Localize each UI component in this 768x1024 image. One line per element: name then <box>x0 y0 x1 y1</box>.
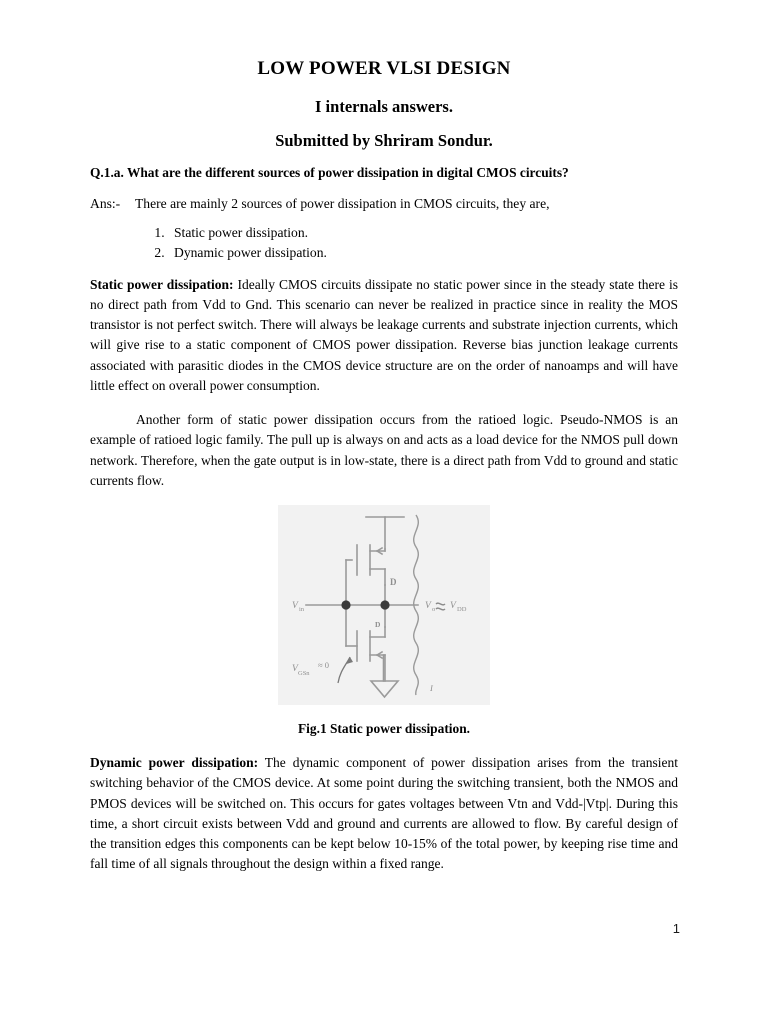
circuit-labels <box>292 577 467 693</box>
page-title: LOW POWER VLSI DESIGN <box>257 58 511 79</box>
nmos-drain-label: D <box>375 620 381 630</box>
dynamic-power-heading: Dynamic power dissipation: <box>90 755 259 771</box>
input-node-dot <box>341 600 350 609</box>
static-power-paragraph <box>90 275 678 397</box>
dynamic-power-text: The dynamic component of power dissipation arises from the transient switching behavior of the CMOS device. At some point during the switching transient, both the NMOS and PMOS devices will be switched on. This occurs for gates voltages between Vtn and Vdd-|Vtp|. During this time, a short circuit exists between Vdd and ground and currents are allowed to flow. By careful design of the transition edges this components can be kept below 10-15% of the total power, by keeping rise time and fall time of all signals throughout the design within a fixed range. <box>90 755 678 872</box>
list-item: 2. Dynamic power dissipation. <box>168 243 678 263</box>
ground-symbol <box>371 681 398 697</box>
input-voltage-subscript: in <box>299 606 305 614</box>
list-item: 1. Static power dissipation. <box>168 223 678 243</box>
figure-caption: Fig.1 Static power dissipation. <box>298 721 470 737</box>
power-dissipation-sources-list <box>90 223 678 262</box>
current-label: I <box>430 683 433 694</box>
answer-intro-text: There are mainly 2 sources of power dissipation in CMOS circuits, they are, <box>135 196 550 212</box>
ratioed-logic-paragraph: Another form of static power dissipation occurs from the ratioed logic. Pseudo-NMOS is an example of ratioed logic family. The pull up is always on and acts as a load device for the NMOS pull down network. Therefore, when the gate output is in low-state, there is a direct path from Vdd to ground and static currents flow. <box>90 412 678 488</box>
figure-1 <box>90 505 678 705</box>
document-body <box>90 164 678 889</box>
document-subtitle: I internals answers. <box>315 97 453 116</box>
gate-source-voltage-value: ≈ 0 <box>318 660 330 671</box>
output-voltage-subscript: o <box>432 606 436 614</box>
page-number: 1 <box>672 921 680 936</box>
document-author: Submitted by Shriram Sondur. <box>275 131 493 150</box>
output-node-dot <box>380 600 389 609</box>
answer-label: Ans:- <box>90 196 121 212</box>
pmos-drain-label: D <box>390 577 397 588</box>
static-power-heading: Static power dissipation: <box>90 276 234 292</box>
circuit-wires <box>306 517 418 681</box>
supply-voltage-subscript: DD <box>457 606 467 614</box>
question-heading: Q.1.a. What are the different sources of power dissipation in digital CMOS circuits? <box>90 165 569 180</box>
cmos-inverter-circuit-diagram <box>278 505 490 705</box>
gate-source-voltage-label: V <box>292 664 298 675</box>
input-voltage-label: V <box>292 601 298 612</box>
output-voltage-label: V <box>425 601 431 612</box>
circuit-schematic-svg <box>278 505 490 705</box>
dynamic-power-paragraph <box>90 753 678 875</box>
supply-voltage-label: V <box>450 601 456 612</box>
answer-intro-row <box>90 194 678 213</box>
static-power-text: Ideally CMOS circuits dissipate no static power since in the steady state there is no direct path from Vdd to Gnd. This scenario can never be realized in practice since in reality the MOS transistor is not perfect switch. There will always be leakage currents and substrate injection currents, which will give rise to a static component of CMOS power dissipation. Reverse bias junction leakage currents associated with parasitic diodes in the CMOS device structure are on the order of nanoamps and will have little effect on overall power consumption. <box>90 276 678 393</box>
approximately-equal-icon <box>436 603 445 610</box>
gate-source-voltage-subscript: GSn <box>298 670 310 678</box>
